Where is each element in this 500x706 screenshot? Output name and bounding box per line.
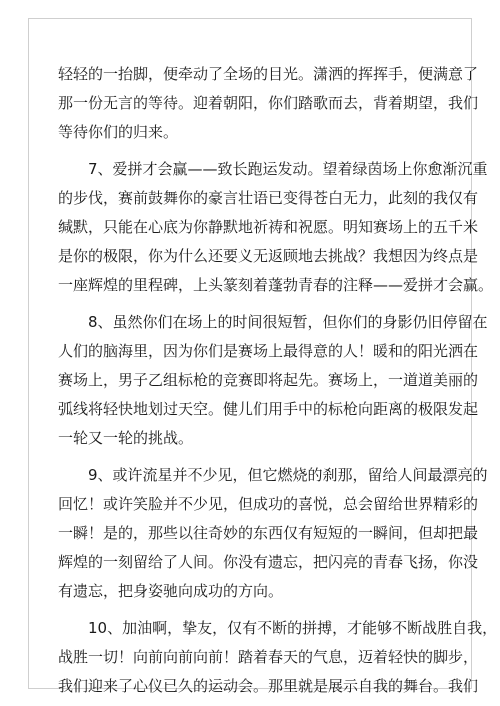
text-line: 7、爱拼才会赢——致长跑运发动。望着绿茵场上你愈渐沉重	[88, 160, 488, 178]
text-line: 人们的脑海里，因为你们是赛场上最得意的人！暖和的阳光洒在	[58, 342, 479, 360]
paragraph	[58, 308, 488, 453]
document-body	[58, 60, 498, 701]
text-line: 的步伐，赛前鼓舞你的豪言壮语已变得苍白无力，此刻的我仅有	[58, 189, 479, 207]
paragraph	[58, 461, 488, 606]
text-line: 有遗忘，把身姿驰向成功的方向。	[58, 582, 284, 600]
text-line: 缄默，只能在心底为你静默地祈祷和祝愿。明知赛场上的五千米	[58, 218, 479, 236]
text-line: 等待你们的归来。	[58, 123, 179, 141]
text-line: 回忆！或许笑脸并不少见，但成功的喜悦，总会留给世界精彩的	[58, 495, 479, 513]
text-line: 9、或许流星并不少见，但它燃烧的刹那，留给人间最漂亮的	[88, 466, 488, 484]
text-line: 轻轻的一抬脚，便牵动了全场的目光。潇洒的挥挥手，便满意了	[58, 65, 479, 83]
text-line: 弧线将轻快地划过天空。健儿们用手中的标枪向距离的极限发起	[58, 400, 479, 418]
text-line: 8、虽然你们在场上的时间很短暂，但你们的身影仍旧停留在	[88, 313, 488, 331]
paragraph	[58, 155, 494, 300]
text-line: 那一份无言的等待。迎着朝阳，你们踏歌而去，背着期望，我们	[58, 94, 479, 112]
text-line: 赛场上，男子乙组标枪的竞赛即将起先。赛场上，一道道美丽的	[58, 371, 479, 389]
text-line: 一轮又一轮的挑战。	[58, 429, 194, 447]
text-line: 一瞬！是的，那些以往奇妙的东西仅有短短的一瞬间，但却把最	[58, 524, 479, 542]
paragraph	[58, 60, 479, 147]
text-line: 我们迎来了心仪已久的运动会。那里就是展示自我的舞台。我们	[58, 677, 479, 695]
text-line: 10、加油啊，挚友，仅有不断的拼搏，才能够不断战胜自我，	[88, 619, 498, 637]
text-line: 是你的极限，你为什么还要义无返顾地去挑战？我想因为终点是	[58, 247, 479, 265]
text-line: 辉煌的一刻留给了人间。你没有遗忘，把闪亮的青春飞扬，你没	[58, 553, 479, 571]
text-line: 战胜一切！向前向前向前！踏着春天的气息，迈着轻快的脚步，	[58, 648, 479, 666]
paragraph	[58, 614, 498, 701]
text-line: 一座辉煌的里程碑，上头篆刻着蓬勃青春的注释——爱拼才会赢。	[58, 276, 494, 294]
